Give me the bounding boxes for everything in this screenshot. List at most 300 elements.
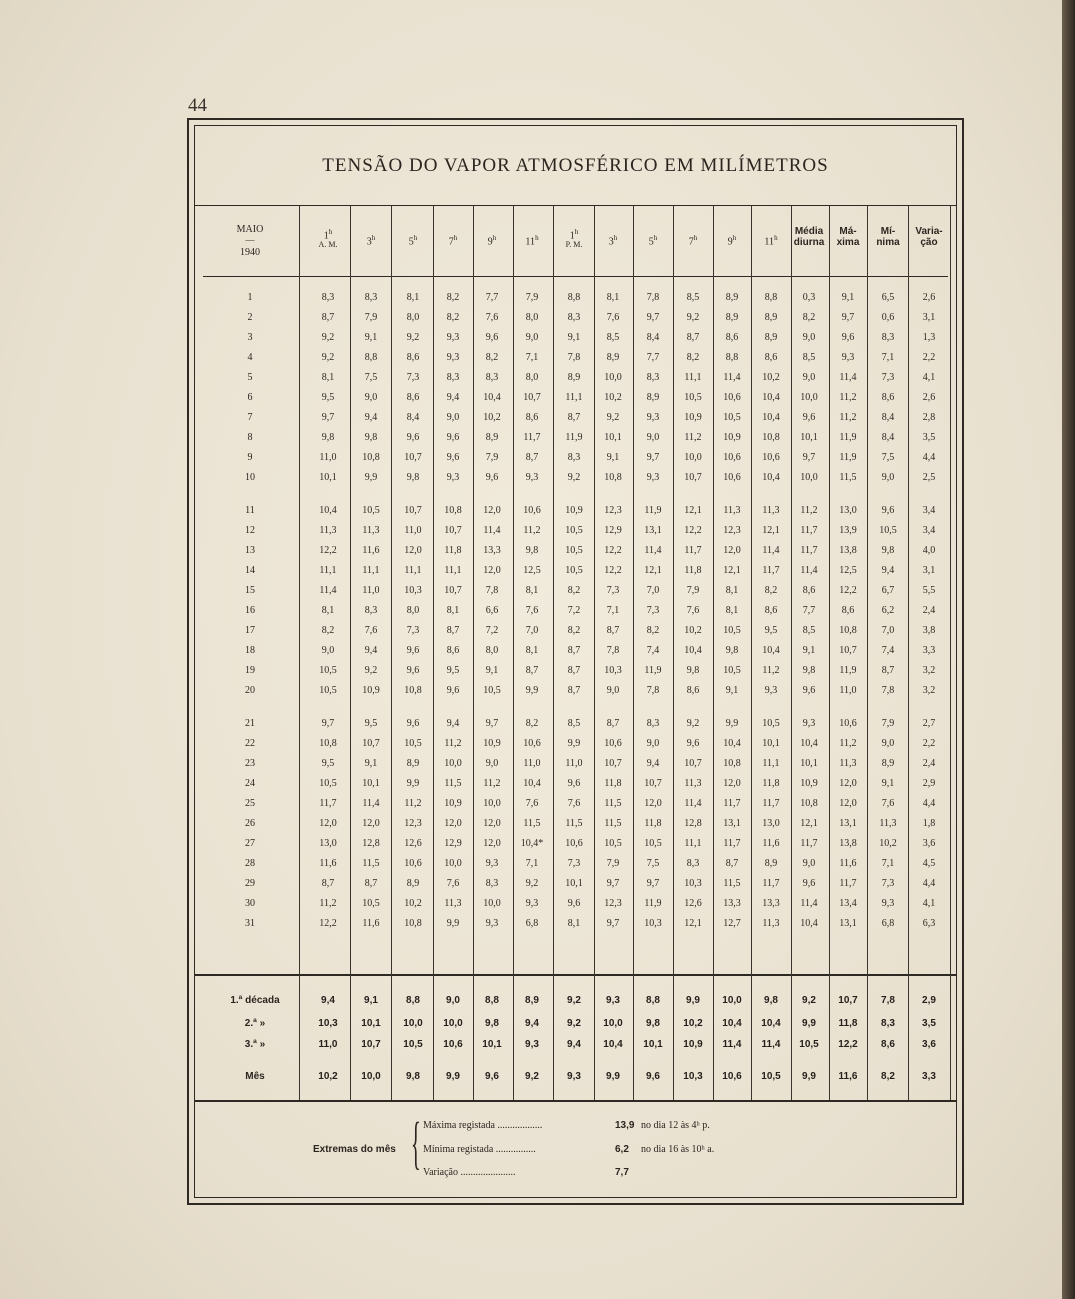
header-hour-suffix: h: [535, 234, 539, 242]
table-cell: 11,7: [723, 838, 741, 849]
day-label: 10: [245, 472, 255, 483]
header-col-12-line1: Média: [794, 226, 824, 237]
table-cell: 8,9: [764, 312, 778, 323]
summary-cell: 12,2: [838, 1039, 858, 1050]
header-col-15-line1: Varia-: [915, 226, 943, 237]
table-cell: 7,6: [881, 798, 895, 809]
table-cell: 11,3: [839, 758, 857, 769]
summary-cell: 2,9: [922, 995, 936, 1006]
table-cell: 11,5: [839, 472, 857, 483]
table-cell: 9,3: [764, 685, 778, 696]
table-cell: 8,7: [525, 452, 539, 463]
summary-cell: 10,4: [761, 1018, 781, 1029]
summary-cell: 9,1: [364, 995, 378, 1006]
table-cell: 10,8: [604, 472, 622, 483]
summary-cell: 10,4: [603, 1039, 623, 1050]
table-cell: 12,0: [362, 818, 380, 829]
table-cell: 8,7: [525, 665, 539, 676]
table-cell: 7,5: [881, 452, 895, 463]
summary-cell: 9,8: [764, 995, 778, 1006]
table-cell: 10,8: [404, 685, 422, 696]
table-cell: 9,2: [321, 352, 335, 363]
table-cell: 10,5: [404, 738, 422, 749]
table-cell: 10,5: [565, 525, 583, 536]
table-cell: 9,6: [406, 718, 420, 729]
table-cell: 1,8: [922, 818, 936, 829]
table-cell: 7,5: [646, 858, 660, 869]
table-cell: 8,1: [725, 605, 739, 616]
table-cell: 8,7: [364, 878, 378, 889]
table-cell: 10,7: [523, 392, 541, 403]
table-cell: 10,0: [483, 898, 501, 909]
table-cell: 9,1: [485, 665, 499, 676]
table-cell: 12,0: [404, 545, 422, 556]
table-cell: 9,2: [321, 332, 335, 343]
table-cell: 8,1: [321, 605, 335, 616]
table-cell: 7,1: [525, 352, 539, 363]
table-cell: 8,2: [764, 585, 778, 596]
extreme-name: Máxima registada ..................: [423, 1120, 543, 1131]
table-cell: 10,4: [319, 505, 337, 516]
summary-cell: 11,0: [318, 1039, 338, 1050]
summary-cell: 10,0: [361, 1071, 381, 1082]
table-cell: 11,4: [684, 798, 702, 809]
table-cell: 6,3: [922, 918, 936, 929]
table-cell: 9,5: [364, 718, 378, 729]
table-cell: 7,2: [485, 625, 499, 636]
summary-cell: 3,5: [922, 1018, 936, 1029]
table-cell: 9,7: [606, 918, 620, 929]
table-cell: 12,8: [684, 818, 702, 829]
table-cell: 10,3: [604, 665, 622, 676]
table-cell: 9,7: [485, 718, 499, 729]
table-cell: 12,1: [723, 565, 741, 576]
table-cell: 8,9: [406, 878, 420, 889]
table-cell: 11,3: [362, 525, 380, 536]
table-cell: 7,8: [646, 685, 660, 696]
table-cell: 9,1: [725, 685, 739, 696]
summary-cell: 11,4: [722, 1039, 742, 1050]
table-cell: 12,0: [319, 818, 337, 829]
table-cell: 11,4: [483, 525, 501, 536]
table-cell: 10,2: [879, 838, 897, 849]
table-cell: 9,7: [646, 452, 660, 463]
table-cell: 11,9: [644, 505, 662, 516]
table-cell: 10,2: [684, 625, 702, 636]
table-cell: 9,3: [525, 898, 539, 909]
table-cell: 7,3: [406, 625, 420, 636]
table-cell: 12,8: [362, 838, 380, 849]
header-col-4: [472, 232, 512, 248]
table-cell: 8,4: [881, 432, 895, 443]
table-cell: 7,1: [606, 605, 620, 616]
table-cell: 9,4: [364, 412, 378, 423]
table-cell: 3,8: [922, 625, 936, 636]
summary-cell: 10,2: [683, 1018, 703, 1029]
table-cell: 9,8: [321, 432, 335, 443]
table-cell: 9,6: [802, 412, 816, 423]
table-cell: 10,4: [483, 392, 501, 403]
table-cell: 10,5: [565, 545, 583, 556]
table-cell: 10,9: [444, 798, 462, 809]
table-cell: 8,6: [686, 685, 700, 696]
day-label: 16: [245, 605, 255, 616]
table-cell: 8,3: [881, 332, 895, 343]
table-cell: 9,3: [446, 332, 460, 343]
table-cell: 11,7: [762, 798, 780, 809]
table-cell: 7,6: [525, 605, 539, 616]
summary-cell: 8,8: [485, 995, 499, 1006]
table-cell: 0,6: [881, 312, 895, 323]
summary-cell: 9,3: [525, 1039, 539, 1050]
table-cell: 10,3: [404, 585, 422, 596]
table-cell: 8,3: [364, 292, 378, 303]
table-cell: 8,1: [606, 292, 620, 303]
table-cell: 6,6: [485, 605, 499, 616]
summary-cell: 9,9: [606, 1071, 620, 1082]
table-cell: 11,0: [839, 685, 857, 696]
header-col-8: [633, 232, 673, 248]
table-cell: 9,6: [446, 432, 460, 443]
header-col-2: [393, 232, 433, 248]
day-label: 31: [245, 918, 255, 929]
table-cell: 13,1: [839, 818, 857, 829]
table-cell: 11,7: [800, 545, 818, 556]
table-cell: 9,2: [525, 878, 539, 889]
table-cell: 7,1: [525, 858, 539, 869]
day-label: 12: [245, 525, 255, 536]
table-cell: 10,8: [404, 918, 422, 929]
table-cell: 9,8: [725, 645, 739, 656]
day-label: 14: [245, 565, 255, 576]
table-cell: 8,2: [567, 625, 581, 636]
day-label: 4: [247, 352, 253, 363]
table-cell: 3,6: [922, 838, 936, 849]
summary-cell: 9,9: [686, 995, 700, 1006]
day-label: 24: [245, 778, 255, 789]
table-cell: 9,2: [686, 312, 700, 323]
table-cell: 12,9: [604, 525, 622, 536]
table-cell: 10,0: [483, 798, 501, 809]
table-cell: 11,4: [644, 545, 662, 556]
table-cell: 10,5: [684, 392, 702, 403]
table-cell: 11,0: [362, 585, 380, 596]
table-cell: 8,7: [686, 332, 700, 343]
table-cell: 11,4: [362, 798, 380, 809]
column-rule: [950, 206, 951, 1100]
day-label: 29: [245, 878, 255, 889]
table-frame: [187, 118, 964, 1205]
summary-label: 2.ª »: [244, 1018, 266, 1029]
header-col-10: [712, 232, 752, 248]
table-cell: 9,3: [446, 352, 460, 363]
summary-cell: 9,3: [567, 1071, 581, 1082]
table-cell: 10,5: [319, 665, 337, 676]
table-cell: 9,6: [802, 685, 816, 696]
table-cell: 8,1: [525, 645, 539, 656]
table-cell: 10,8: [444, 505, 462, 516]
extreme-name: Variação ......................: [423, 1167, 516, 1178]
table-cell: 7,9: [686, 585, 700, 596]
table-cell: 8,2: [525, 718, 539, 729]
header-hour: 1: [569, 230, 575, 242]
table-cell: 8,7: [321, 312, 335, 323]
summary-cell: 10,5: [799, 1039, 819, 1050]
table-cell: 9,6: [446, 685, 460, 696]
table-cell: 9,0: [802, 372, 816, 383]
table-cell: 3,3: [922, 645, 936, 656]
table-cell: 12,1: [684, 918, 702, 929]
day-label: 20: [245, 685, 255, 696]
table-cell: 11,3: [879, 818, 897, 829]
header-col-6-period: P. M.: [565, 240, 583, 249]
table-cell: 10,7: [404, 505, 422, 516]
header-col-5: [512, 232, 552, 248]
table-cell: 12,2: [604, 545, 622, 556]
day-label: 26: [245, 818, 255, 829]
table-cell: 10,8: [723, 758, 741, 769]
table-cell: 9,6: [446, 452, 460, 463]
table-cell: 7,6: [525, 798, 539, 809]
day-label: 30: [245, 898, 255, 909]
summary-cell: 9,8: [406, 1071, 420, 1082]
table-cell: 10,0: [444, 758, 462, 769]
table-cell: 12,1: [762, 525, 780, 536]
table-cell: 12,5: [523, 565, 541, 576]
column-rule: [299, 206, 300, 1100]
table-cell: 12,6: [404, 838, 422, 849]
table-cell: 12,0: [483, 505, 501, 516]
table-cell: 3,1: [922, 565, 936, 576]
table-cell: 9,3: [646, 412, 660, 423]
table-cell: 11,3: [319, 525, 337, 536]
extreme-note: no dia 16 às 10ʰ a.: [641, 1144, 715, 1155]
table-cell: 4,4: [922, 878, 936, 889]
summary-cell: 3,6: [922, 1039, 936, 1050]
table-cell: 11,9: [565, 432, 583, 443]
table-cell: 10,8: [800, 798, 818, 809]
table-cell: 3,4: [922, 525, 936, 536]
table-cell: 7,0: [525, 625, 539, 636]
table-cell: 8,9: [485, 432, 499, 443]
table-cell: 11,4: [762, 545, 780, 556]
summary-cell: 9,8: [485, 1018, 499, 1029]
table-cell: 12,9: [444, 838, 462, 849]
table-cell: 10,0: [800, 472, 818, 483]
table-cell: 13,4: [839, 898, 857, 909]
table-cell: 11,8: [604, 778, 622, 789]
table-cell: 9,7: [802, 452, 816, 463]
header-hour-suffix: h: [613, 234, 618, 242]
table-cell: 9,5: [446, 665, 460, 676]
table-cell: 10,4: [800, 918, 818, 929]
table-cell: 10,5: [565, 565, 583, 576]
table-cell: 9,6: [485, 472, 499, 483]
table-cell: 11,2: [319, 898, 337, 909]
table-cell: 8,6: [841, 605, 855, 616]
table-cell: 13,1: [644, 525, 662, 536]
table-cell: 8,6: [525, 412, 539, 423]
summary-cell: 9,0: [446, 995, 460, 1006]
column-rule: [391, 206, 392, 1100]
table-cell: 10,5: [879, 525, 897, 536]
header-hour-suffix: h: [693, 234, 698, 242]
table-cell: 12,2: [604, 565, 622, 576]
header-col-0-period: A. M.: [318, 240, 338, 249]
table-cell: 11,0: [523, 758, 541, 769]
table-cell: 9,7: [606, 878, 620, 889]
table-cell: 9,2: [364, 665, 378, 676]
table-cell: 10,0: [684, 452, 702, 463]
table-cell: 12,2: [319, 545, 337, 556]
table-cell: 9,3: [881, 898, 895, 909]
table-cell: 8,7: [567, 685, 581, 696]
table-cell: 8,9: [725, 292, 739, 303]
table-cell: 10,5: [362, 898, 380, 909]
header-hour: 11: [764, 236, 775, 248]
table-cell: 11,3: [762, 918, 780, 929]
table-cell: 13,1: [723, 818, 741, 829]
table-cell: 8,7: [567, 645, 581, 656]
table-cell: 8,0: [406, 605, 420, 616]
table-cell: 11,6: [762, 838, 780, 849]
table-cell: 12,3: [723, 525, 741, 536]
table-cell: 10,7: [404, 452, 422, 463]
table-cell: 9,6: [406, 432, 420, 443]
summary-cell: 10,5: [403, 1039, 423, 1050]
table-cell: 9,4: [646, 758, 660, 769]
day-label: 8: [247, 432, 253, 443]
table-cell: 8,9: [764, 858, 778, 869]
extremes-brace: {: [411, 1110, 421, 1175]
table-cell: 10,8: [362, 452, 380, 463]
table-cell: 9,4: [364, 645, 378, 656]
table-cell: 11,1: [319, 565, 337, 576]
table-cell: 10,9: [723, 432, 741, 443]
extreme-value: 13,9: [615, 1120, 635, 1131]
day-label: 2: [247, 312, 253, 323]
table-cell: 10,1: [762, 738, 780, 749]
table-cell: 8,9: [764, 332, 778, 343]
summary-cell: 9,4: [567, 1039, 581, 1050]
table-cell: 8,1: [567, 918, 581, 929]
table-cell: 8,6: [802, 585, 816, 596]
table-cell: 7,8: [485, 585, 499, 596]
table-cell: 10,6: [404, 858, 422, 869]
day-label: 27: [245, 838, 255, 849]
table-cell: 9,1: [567, 332, 581, 343]
table-cell: 10,8: [319, 738, 337, 749]
table-cell: 9,0: [485, 758, 499, 769]
book-edge: [1062, 0, 1075, 1299]
table-cell: 8,3: [485, 878, 499, 889]
table-cell: 8,1: [725, 585, 739, 596]
extreme-value: 7,7: [615, 1167, 629, 1178]
table-cell: 11,7: [762, 565, 780, 576]
table-cell: 2,6: [922, 292, 936, 303]
table-cell: 3,2: [922, 685, 936, 696]
summary-cell: 8,2: [881, 1071, 895, 1082]
summary-cell: 11,4: [761, 1039, 781, 1050]
table-cell: 7,6: [606, 312, 620, 323]
table-cell: 8,2: [646, 625, 660, 636]
summary-cell: 9,3: [606, 995, 620, 1006]
table-cell: 7,4: [881, 645, 895, 656]
table-cell: 10,4: [762, 645, 780, 656]
table-cell: 2,9: [922, 778, 936, 789]
table-cell: 11,7: [762, 878, 780, 889]
table-cell: 7,6: [686, 605, 700, 616]
table-cell: 8,4: [646, 332, 660, 343]
table-cell: 11,4: [800, 565, 818, 576]
table-cell: 8,2: [485, 352, 499, 363]
table-cell: 7,3: [406, 372, 420, 383]
table-cell: 12,0: [839, 798, 857, 809]
summary-cell: 9,2: [525, 1071, 539, 1082]
table-cell: 9,7: [841, 312, 855, 323]
table-cell: 11,5: [565, 818, 583, 829]
table-cell: 8,5: [802, 625, 816, 636]
table-cell: 8,6: [764, 605, 778, 616]
table-cell: 11,7: [723, 798, 741, 809]
summary-cell: 10,2: [318, 1071, 338, 1082]
header-col-15-line2: ção: [920, 237, 938, 248]
table-cell: 8,3: [364, 605, 378, 616]
table-cell: 8,3: [646, 718, 660, 729]
table-cell: 8,9: [725, 312, 739, 323]
table-cell: 10,5: [723, 665, 741, 676]
table-cell: 7,8: [567, 352, 581, 363]
table-cell: 11,9: [839, 452, 857, 463]
summary-label: 1.ª década: [230, 995, 280, 1006]
table-cell: 11,2: [839, 738, 857, 749]
table-cell: 9,0: [881, 738, 895, 749]
table-cell: 8,0: [525, 372, 539, 383]
summary-cell: 10,1: [643, 1039, 663, 1050]
table-cell: 9,0: [646, 432, 660, 443]
summary-cell: 9,2: [802, 995, 816, 1006]
table-cell: 9,1: [606, 452, 620, 463]
summary-cell: 10,7: [838, 995, 858, 1006]
table-cell: 10,9: [565, 505, 583, 516]
table-cell: 7,5: [364, 372, 378, 383]
table-cell: 8,7: [321, 878, 335, 889]
day-label: 11: [245, 505, 255, 516]
table-cell: 12,0: [644, 798, 662, 809]
table-cell: 9,3: [525, 472, 539, 483]
table-cell: 8,7: [881, 665, 895, 676]
table-cell: 13,0: [762, 818, 780, 829]
table-cell: 2,4: [922, 758, 936, 769]
table-cell: 10,4: [762, 412, 780, 423]
table-cell: 12,2: [839, 585, 857, 596]
table-cell: 8,4: [406, 412, 420, 423]
table-cell: 12,1: [644, 565, 662, 576]
table-cell: 11,1: [565, 392, 583, 403]
table-cell: 9,6: [406, 665, 420, 676]
table-cell: 2,2: [922, 352, 936, 363]
table-cell: 11,9: [644, 665, 662, 676]
table-cell: 2,7: [922, 718, 936, 729]
table-cell: 9,9: [446, 918, 460, 929]
table-cell: 9,6: [567, 898, 581, 909]
table-cell: 8,9: [646, 392, 660, 403]
table-cell: 10,9: [362, 685, 380, 696]
day-label: 7: [247, 412, 253, 423]
table-cell: 10,1: [319, 472, 337, 483]
table-cell: 11,3: [762, 505, 780, 516]
summary-cell: 11,8: [838, 1018, 858, 1029]
